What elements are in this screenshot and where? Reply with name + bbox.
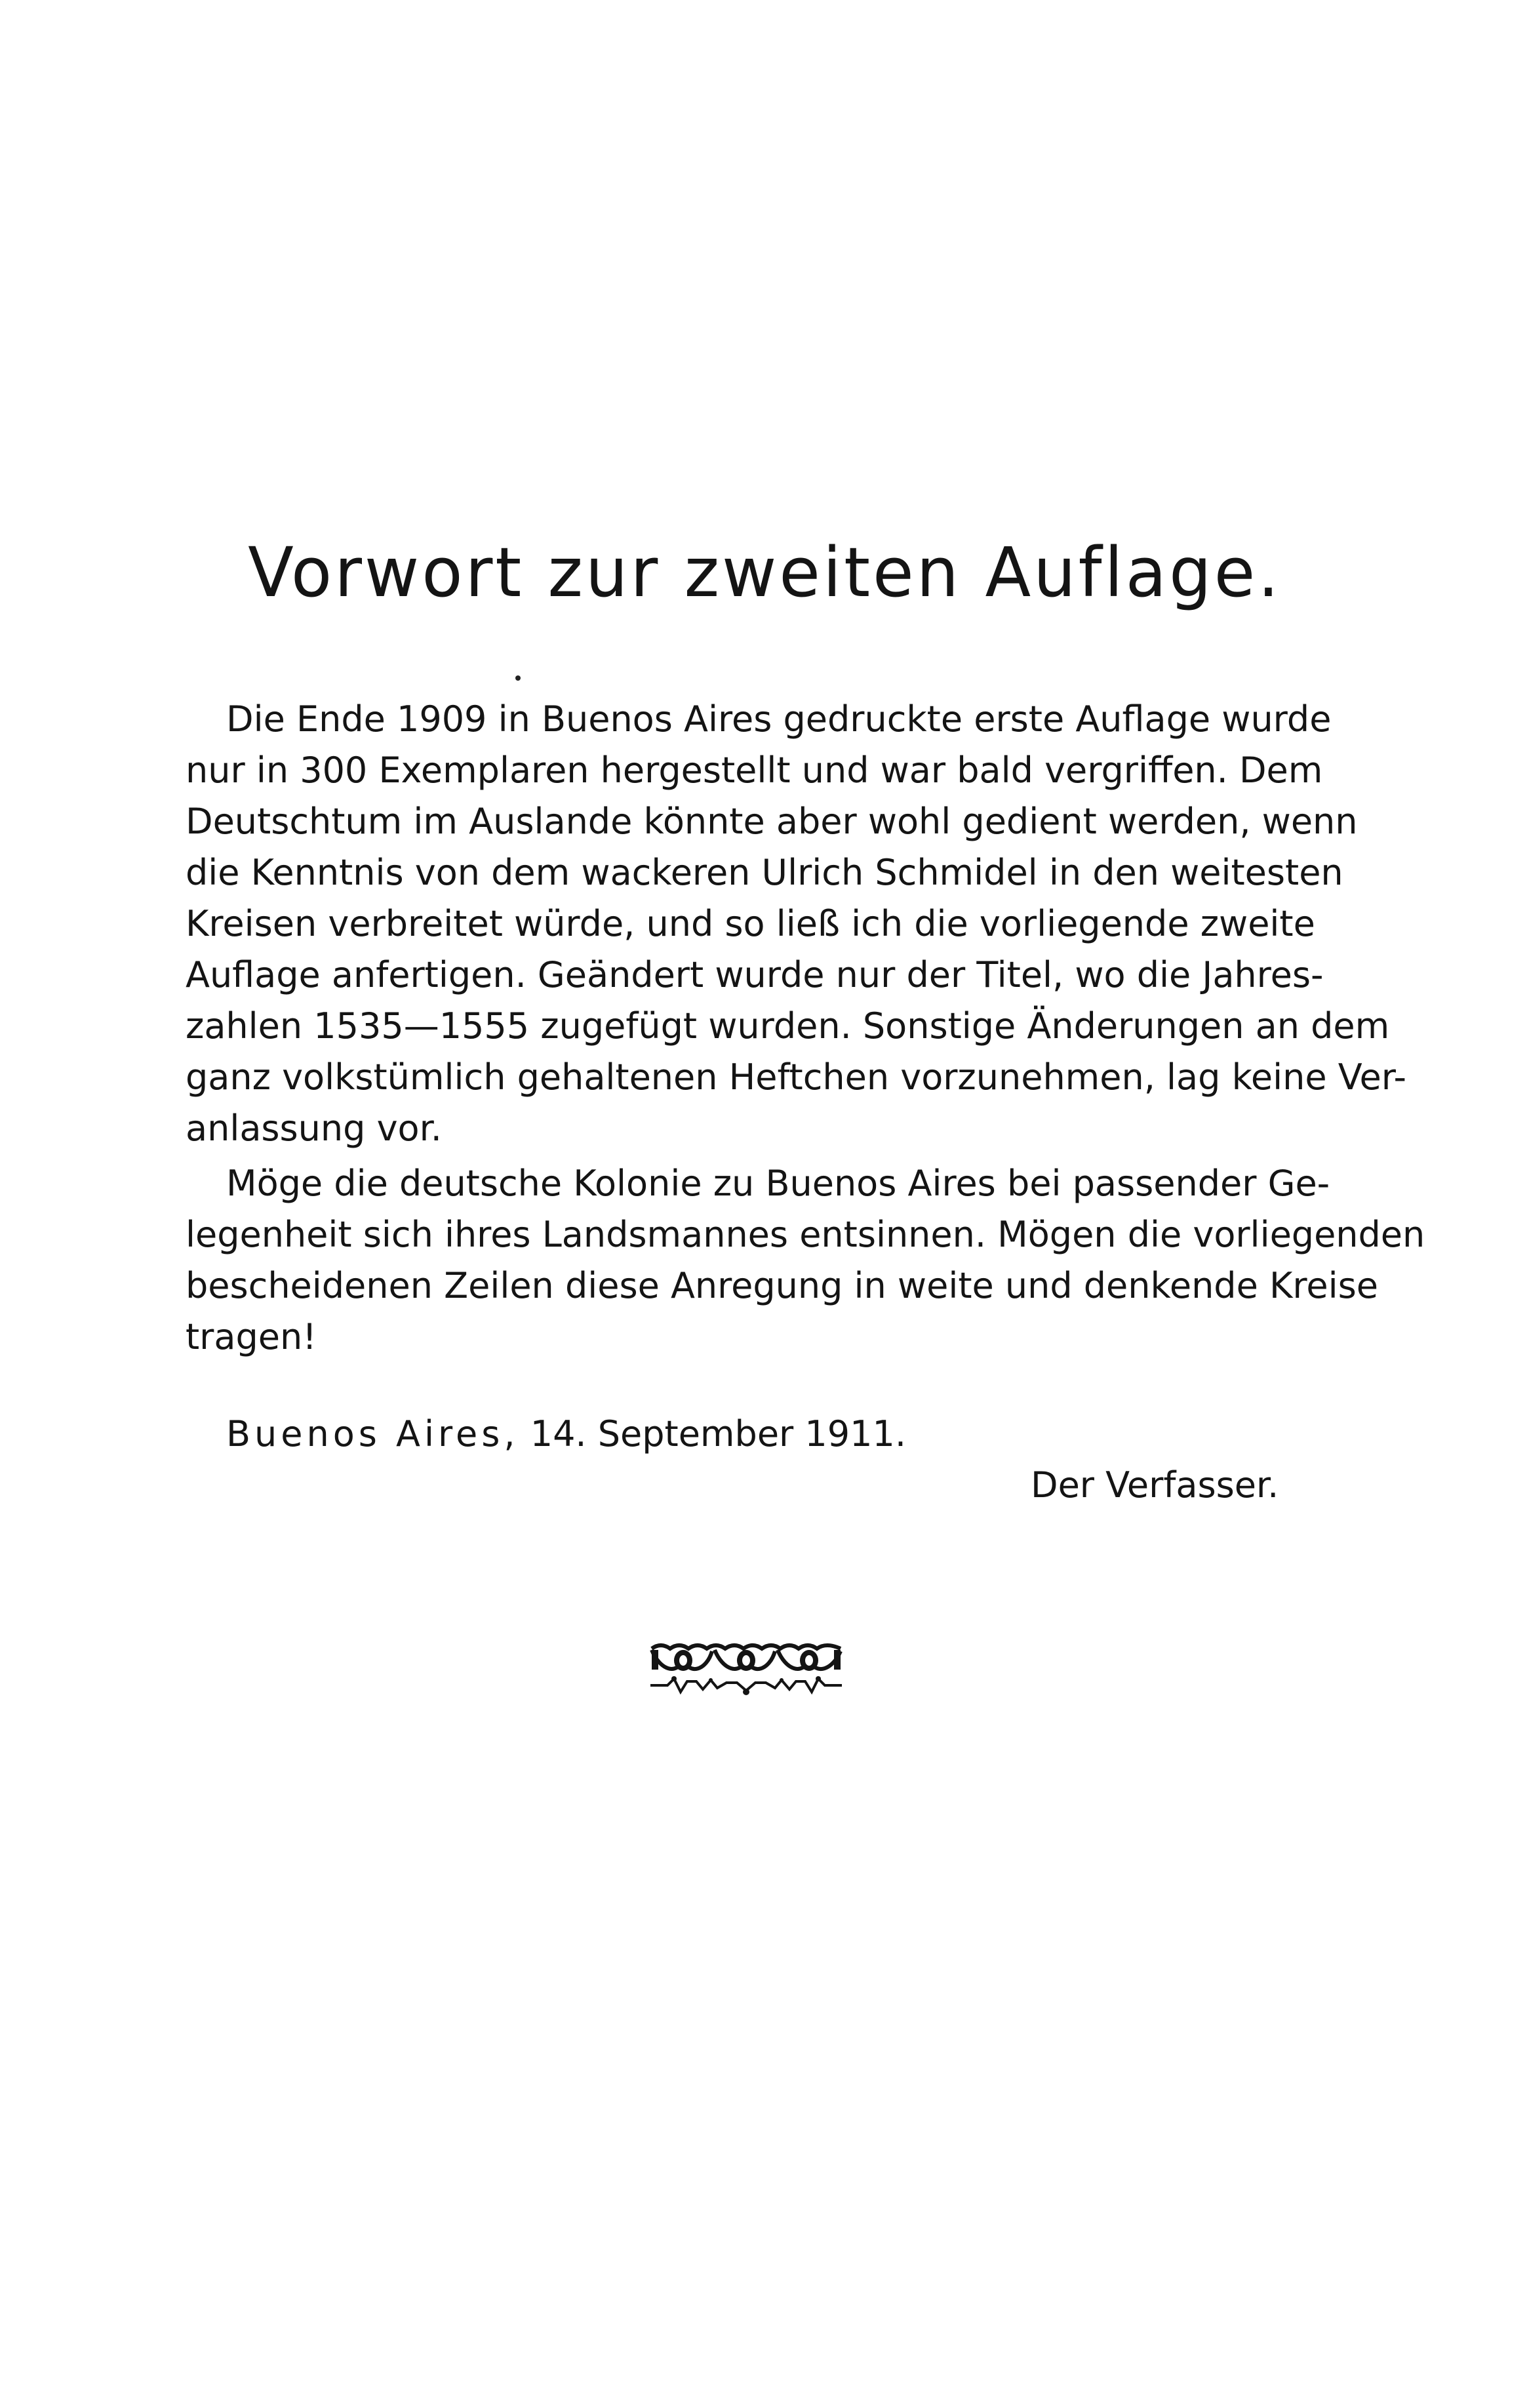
date: 14. September 1911.	[530, 1413, 906, 1455]
paragraph-1-line-6: Auflage anfertigen. Geändert wurde nur der Titel, wo die Jahres-	[186, 954, 1324, 995]
paragraph-2-line-3: bescheidenen Zeilen diese Anregung in weite und denkende Kreise	[186, 1265, 1378, 1306]
paragraph-1-line-9: anlassung vor.	[186, 1108, 442, 1149]
paragraph-2-line-4: tragen!	[186, 1316, 317, 1357]
paragraph-1-line-5: Kreisen verbreitet würde, und so ließ ich die vorliegende zweite	[186, 903, 1315, 944]
print-speck	[515, 675, 521, 681]
decorative-vignette-icon	[648, 1639, 844, 1696]
paragraph-1-line-1: Die Ende 1909 in Buenos Aires gedruckte erste Auflage wurde	[226, 698, 1332, 740]
paragraph-1-line-3: Deutschtum im Auslande könnte aber wohl gedient werden, wenn	[186, 801, 1358, 842]
author-signature: Der Verfasser.	[1031, 1464, 1279, 1506]
paragraph-2-line-2: legenheit sich ihres Landsmannes entsinnen. Mögen die vorliegenden	[186, 1214, 1425, 1255]
page-title-text: Vorwort zur zweiten Auflage.	[247, 532, 1282, 612]
paragraph-1-line-4: die Kenntnis von dem wackeren Ulrich Schmidel in den weitesten	[186, 852, 1343, 893]
paragraph-2-line-1: Möge die deutsche Kolonie zu Buenos Aires bei passender Ge-	[226, 1163, 1330, 1204]
place-and-date	[226, 1409, 906, 1460]
page-title	[0, 530, 1529, 615]
place: Buenos Aires,	[226, 1413, 519, 1455]
paragraph-1-line-2: nur in 300 Exemplaren hergestellt und war bald vergriffen. Dem	[186, 750, 1323, 791]
paragraph-1-line-8: ganz volkstümlich gehaltenen Heftchen vorzunehmen, lag keine Ver-	[186, 1056, 1406, 1098]
paragraph-1-line-7: zahlen 1535—1555 zugefügt wurden. Sonstige Änderungen an dem	[186, 1005, 1390, 1047]
